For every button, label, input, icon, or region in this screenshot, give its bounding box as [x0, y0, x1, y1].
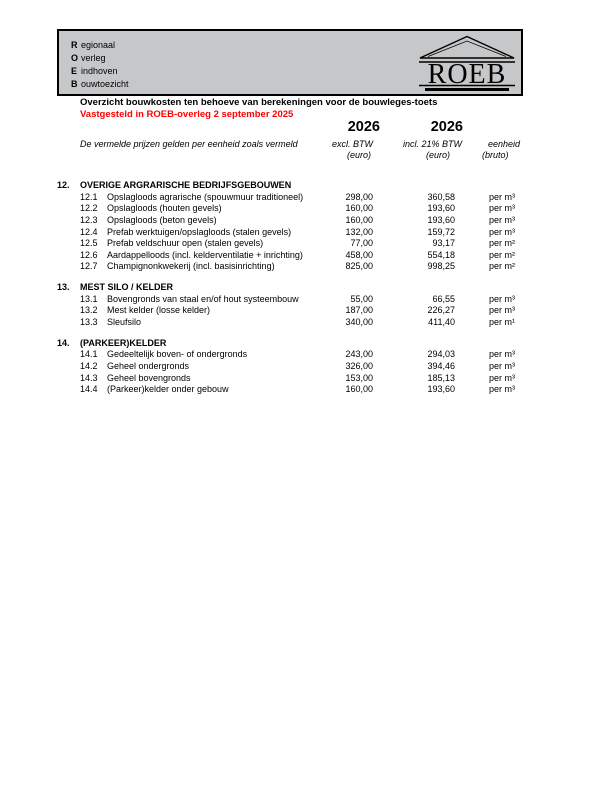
price-unit: per m³: [489, 372, 516, 383]
section-header-row: [57, 338, 527, 350]
section-title: MEST SILO / KELDER: [80, 282, 174, 293]
row-description: Opslagloods (beton gevels): [107, 214, 217, 225]
section-title: OVERIGE ARGRARISCHE BEDRIJFSGEBOUWEN: [80, 180, 292, 190]
row-spacer: [57, 384, 80, 396]
price-incl-btw: 411,40: [428, 317, 455, 328]
table-row: [57, 215, 527, 227]
acronym-rest: ouwtoezicht: [81, 79, 129, 89]
header-box: [57, 29, 523, 96]
year-header-incl: 2026: [430, 119, 463, 135]
price-unit: per m³: [489, 203, 516, 214]
row-spacer: [57, 349, 80, 361]
row-description: Geheel ondergronds: [107, 360, 190, 371]
row-number: 13.3: [80, 317, 98, 328]
table-row: [57, 361, 527, 373]
price-incl-btw: 554,18: [427, 249, 455, 260]
section-title: (PARKEER)KELDER: [80, 337, 167, 348]
price-incl-btw: 360,58: [427, 191, 455, 202]
price-unit: per m²: [489, 261, 516, 272]
table-row: [57, 203, 527, 215]
price-unit: per m¹: [489, 317, 516, 328]
acronym-line-bouwtoezicht: [71, 78, 129, 91]
price-excl-btw: 187,00: [345, 305, 373, 316]
row-number: 12.1: [80, 191, 98, 202]
acronym-rest: verleg: [81, 53, 106, 63]
price-incl-btw: 394,46: [427, 360, 455, 371]
row-number: 12.4: [80, 226, 98, 237]
cost-table: [57, 180, 527, 405]
row-description: Gedeeltelijk boven- of ondergronds: [107, 349, 248, 360]
row-number: 12.7: [80, 261, 98, 272]
row-description: Geheel bovengronds: [107, 372, 191, 383]
row-spacer: [57, 317, 80, 329]
row-description: Bovengronds van staal en/of hout systeembouw: [107, 293, 299, 304]
price-incl-btw: 159,72: [427, 226, 455, 237]
price-unit: per m³: [489, 293, 516, 304]
row-number: 14.3: [80, 372, 98, 383]
price-unit: per m³: [489, 349, 516, 360]
row-spacer: [57, 238, 80, 250]
row-description: Prefab werktuigen/opslagloods (stalen gevels): [107, 226, 292, 237]
table-row: [57, 384, 527, 396]
price-excl-btw: 132,00: [345, 226, 373, 237]
table-section: [57, 282, 527, 329]
row-number: 13.2: [80, 305, 98, 316]
row-spacer: [57, 250, 80, 262]
price-excl-btw: 160,00: [345, 214, 373, 225]
price-excl-btw: 77,00: [350, 238, 373, 249]
acronym-letter: O: [71, 53, 79, 63]
acronym-rest: indhoven: [81, 66, 118, 76]
table-row: [57, 261, 527, 273]
column-header-incl-btw: incl. 21% BTW: [402, 139, 462, 149]
row-spacer: [57, 305, 80, 317]
section-number: 12.: [57, 180, 70, 190]
price-excl-btw: 243,00: [345, 349, 373, 360]
column-subheader-bruto: (bruto): [482, 150, 509, 160]
row-spacer: [57, 361, 80, 373]
price-incl-btw: 226,27: [427, 305, 455, 316]
table-row: [57, 349, 527, 361]
price-excl-btw: 458,00: [345, 249, 373, 260]
row-number: 12.6: [80, 249, 98, 260]
price-incl-btw: 66,55: [432, 293, 455, 304]
price-unit: per m²: [489, 249, 516, 260]
acronym-rest: egionaal: [81, 40, 116, 50]
price-unit: per m³: [489, 384, 516, 395]
acronym-letter: R: [71, 40, 78, 50]
price-excl-btw: 153,00: [345, 372, 373, 383]
price-unit: per m³: [489, 360, 516, 371]
acronym-letter: E: [71, 66, 78, 76]
row-description: Prefab veldschuur open (stalen gevels): [107, 238, 264, 249]
table-row: [57, 250, 527, 262]
price-excl-btw: 160,00: [345, 384, 373, 395]
price-unit: per m³: [489, 191, 516, 202]
row-description: Champignonkwekerij (incl. basisinrichting): [107, 261, 275, 272]
table-section: [57, 338, 527, 396]
page-subtitle-red: Vastgesteld in ROEB-overleg 2 september 2025: [80, 109, 294, 120]
column-subheader-incl-euro: (euro): [425, 150, 450, 160]
price-incl-btw: 294,03: [427, 349, 455, 360]
price-excl-btw: 55,00: [350, 293, 373, 304]
row-number: 13.1: [80, 293, 98, 304]
column-header-excl-btw: excl. BTW: [331, 139, 373, 149]
table-row: [57, 192, 527, 204]
row-spacer: [57, 192, 80, 204]
section-number: 14.: [57, 337, 70, 348]
roeb-acronym: [71, 39, 129, 91]
row-number: 12.2: [80, 203, 98, 214]
row-spacer: [57, 294, 80, 306]
year-header-excl: 2026: [347, 119, 380, 135]
price-excl-btw: 298,00: [345, 191, 373, 202]
column-header-eenheid: eenheid: [488, 139, 521, 149]
price-excl-btw: 340,00: [345, 317, 373, 328]
row-spacer: [57, 203, 80, 215]
row-description: Mest kelder (losse kelder): [107, 305, 211, 316]
row-description: (Parkeer)kelder onder gebouw: [107, 384, 229, 395]
price-unit: per m²: [489, 238, 516, 249]
acronym-line-eindhoven: [71, 65, 129, 78]
price-incl-btw: 998,25: [427, 261, 455, 272]
row-description: Opslagloods agrarische (spouwmuur traditioneel): [107, 191, 304, 202]
table-row: [57, 317, 527, 329]
price-excl-btw: 160,00: [345, 203, 373, 214]
page-title: Overzicht bouwkosten ten behoeve van berekeningen voor de bouwleges-toets: [80, 97, 438, 108]
price-note: De vermelde prijzen gelden per eenheid zoals vermeld: [80, 139, 298, 149]
table-row: [57, 238, 527, 250]
roeb-logo-icon: [417, 33, 517, 92]
price-incl-btw: 193,60: [427, 384, 455, 395]
row-spacer: [57, 227, 80, 239]
column-subheader-excl-euro: (euro): [346, 150, 371, 160]
acronym-line-regionaal: [71, 39, 129, 52]
price-unit: per m³: [489, 226, 516, 237]
table-row: [57, 305, 527, 317]
price-unit: per m³: [489, 214, 516, 225]
row-description: Opslagloods (houten gevels): [107, 203, 222, 214]
acronym-letter: B: [71, 79, 78, 89]
row-number: 14.4: [80, 384, 98, 395]
section-header-row: [57, 180, 527, 192]
row-description: Aardappelloods (incl. kelderventilatie + inrichting): [107, 249, 303, 260]
price-incl-btw: 93,17: [432, 238, 455, 249]
table-row: [57, 373, 527, 385]
row-number: 12.5: [80, 238, 98, 249]
row-description: Sleufsilo: [107, 317, 142, 328]
roeb-logo-text: ROEB: [427, 59, 507, 90]
section-number: 13.: [57, 282, 70, 293]
row-spacer: [57, 215, 80, 227]
price-unit: per m³: [489, 305, 516, 316]
table-row: [57, 227, 527, 239]
acronym-line-overleg: [71, 52, 129, 65]
row-spacer: [57, 373, 80, 385]
table-row: [57, 294, 527, 306]
table-section: [57, 180, 527, 273]
price-excl-btw: 326,00: [345, 360, 373, 371]
section-header-row: [57, 282, 527, 294]
price-excl-btw: 825,00: [345, 261, 373, 272]
row-spacer: [57, 261, 80, 273]
row-number: 14.2: [80, 360, 98, 371]
row-number: 14.1: [80, 349, 98, 360]
price-incl-btw: 193,60: [427, 214, 455, 225]
price-incl-btw: 193,60: [427, 203, 455, 214]
row-number: 12.3: [80, 214, 98, 225]
price-incl-btw: 185,13: [427, 372, 455, 383]
